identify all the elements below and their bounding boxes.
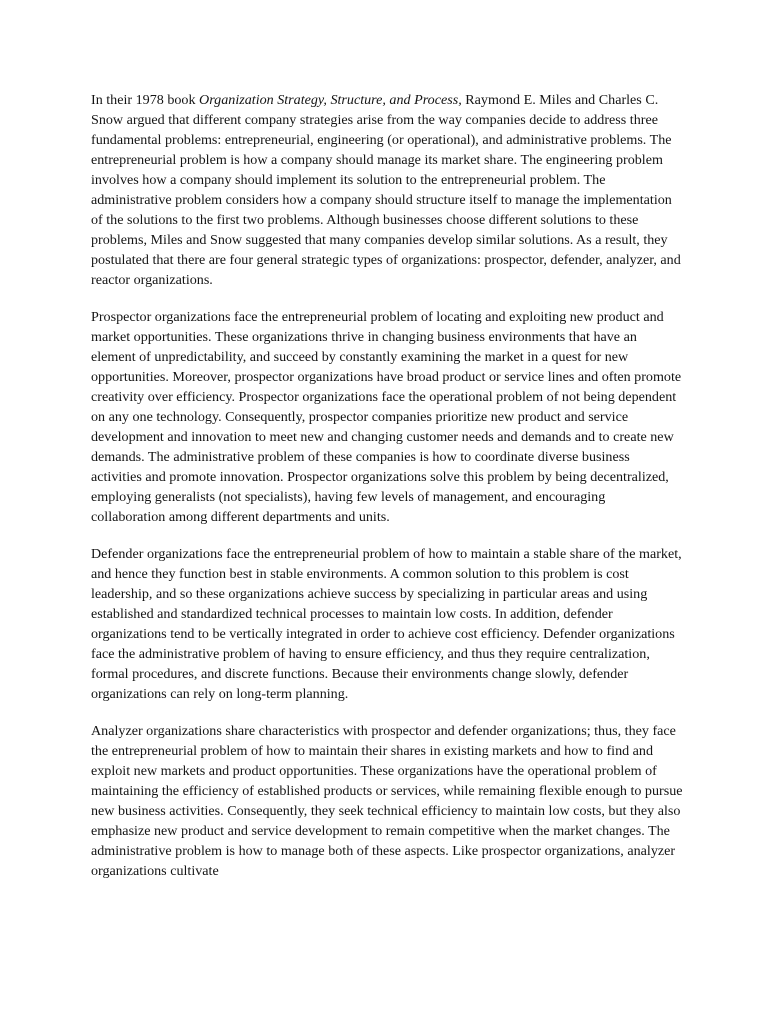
paragraph-intro-body: Raymond E. Miles and Charles C. Snow argued that different company strategies arise from the way companies decide to address three fundamental problems: entrepreneurial, engineering (or operational), and administrative problems. The entrepreneurial problem is how a company should manage its market share. The engineering problem involves how a company should implement its solution to the entrepreneurial problem. The administrative problem considers how a company should structure itself to manage the implementation of the solutions to the first two problems. Although businesses choose different solutions to these problems, Miles and Snow suggested that many companies develop similar solutions. As a result, they postulated that there are four general strategic types of organizations: prospector, defender, analyzer, and reactor organizations. xyxy=(91,92,681,288)
paragraph-intro xyxy=(91,90,683,290)
book-title: Organization Strategy, Structure, and Process, xyxy=(199,92,462,108)
document-page xyxy=(91,90,683,898)
paragraph-prospector: Prospector organizations face the entrepreneurial problem of locating and exploiting new product and market opportunities. These organizations thrive in changing business environments that have an element of unpredictability, and succeed by constantly examining the market in a quest for new opportunities. Moreover, prospector organizations have broad product or service lines and often promote creativity over efficiency. Prospector organizations face the operational problem of not being dependent on any one technology. Consequently, prospector companies prioritize new product and service development and innovation to meet new and changing customer needs and demands and to create new demands. The administrative problem of these companies is how to coordinate diverse business activities and promote innovation. Prospector organizations solve this problem by being decentralized, employing generalists (not specialists), having few levels of management, and encouraging collaboration among different departments and units. xyxy=(91,309,682,525)
paragraph-intro-lead: In their 1978 book xyxy=(91,92,200,108)
paragraph-analyzer: Analyzer organizations share characteristics with prospector and defender organizations; thus, they face the entrepreneurial problem of how to maintain their shares in existing markets and how to find and exploit new markets and product opportunities. These organizations have the operational problem of maintaining the efficiency of established products or services, while remaining flexible enough to pursue new business activities. Consequently, they seek technical efficiency to maintain low costs, but they also emphasize new product and service development to remain competitive when the market changes. The administrative problem is how to manage both of these aspects. Like prospector organizations, analyzer organizations cultivate xyxy=(91,723,683,879)
paragraph-defender: Defender organizations face the entrepreneurial problem of how to maintain a stable share of the market, and hence they function best in stable environments. A common solution to this problem is cost leadership, and so these organizations achieve success by specializing in particular areas and using established and standardized technical processes to maintain low costs. In addition, defender organizations tend to be vertically integrated in order to achieve cost efficiency. Defender organizations face the administrative problem of having to ensure efficiency, and thus they require centralization, formal procedures, and discrete functions. Because their environments change slowly, defender organizations can rely on long-term planning. xyxy=(91,546,682,702)
